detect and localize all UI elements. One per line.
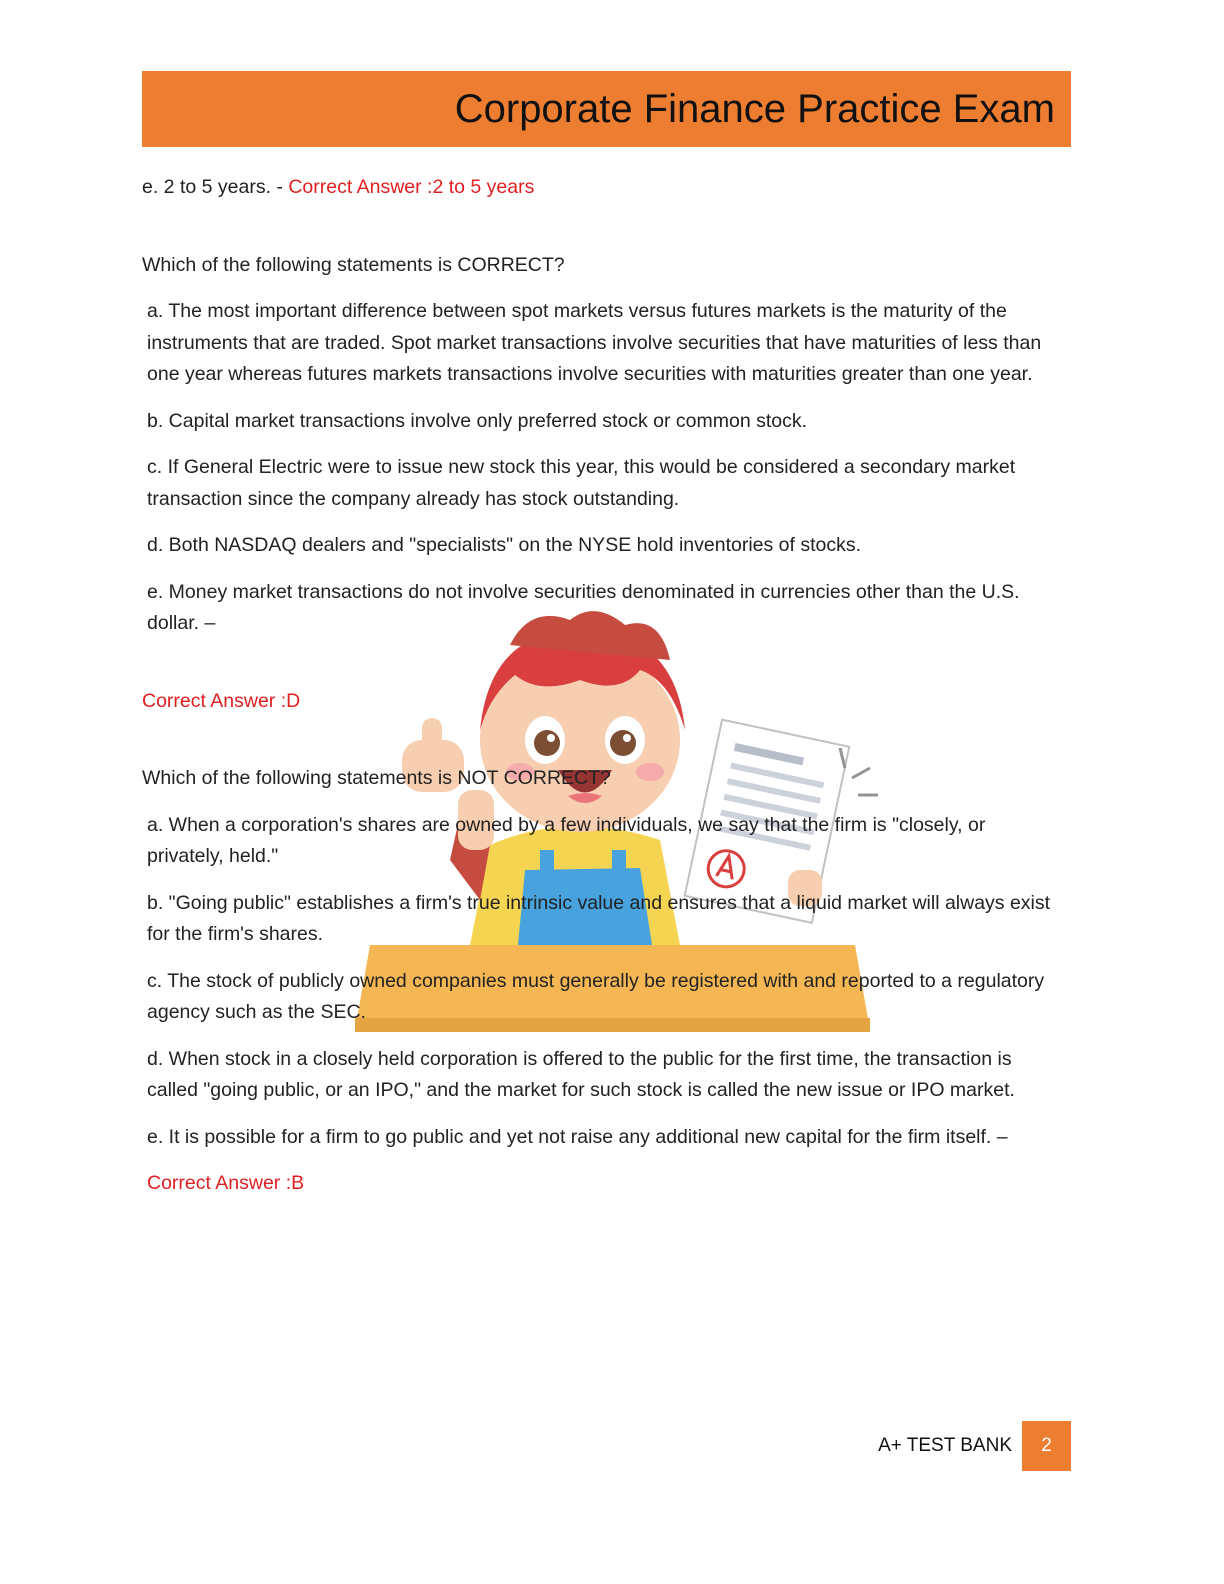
previous-answer-line <box>142 172 1062 204</box>
question-2-text: Which of the following statements is NOT CORRECT? <box>142 767 611 789</box>
question-2-option-a: a. When a corporation's shares are owned by a few individuals, we say that the firm is "closely, or privately, held." <box>147 813 986 867</box>
question-1-option-e: e. Money market transactions do not involve securities denominated in currencies other than the U.S. dollar. – <box>147 580 1020 634</box>
question-1-text: Which of the following statements is CORRECT? <box>142 253 565 276</box>
previous-option-text: e. 2 to 5 years. - <box>142 176 289 198</box>
document-body <box>142 172 1062 1215</box>
question-1-option-b: b. Capital market transactions involve only preferred stock or common stock. <box>147 409 808 432</box>
question-2-option-e: e. It is possible for a firm to go public and yet not raise any additional new capital for the firm itself. – <box>147 1125 1008 1148</box>
footer-label: A+ TEST BANK <box>878 1435 1012 1456</box>
question-2-option-b: b. "Going public" establishes a firm's true intrinsic value and ensures that a liquid market will always exist for the firm's shares. <box>147 891 1051 945</box>
previous-correct-answer: Correct Answer :2 to 5 years <box>288 176 535 198</box>
question-1-option-c: c. If General Electric were to issue new stock this year, this would be considered a secondary market transaction since the company already has stock outstanding. <box>147 456 1016 510</box>
question-1-correct-answer: Correct Answer :D <box>142 689 301 712</box>
question-2-option-d: d. When stock in a closely held corporation is offered to the public for the first time, the transaction is called "going public, or an IPO," and the market for such stock is called the new issue or IPO market. <box>147 1047 1015 1101</box>
question-2-correct-answer: Correct Answer :B <box>147 1172 305 1194</box>
question-1-option-d: d. Both NASDAQ dealers and "specialists" on the NYSE hold inventories of stocks. <box>147 534 862 556</box>
question-1-option-a: a. The most important difference between spot markets versus futures markets is the maturity of the instruments that are traded. Spot market transactions involve securities that have maturities of less than one year whereas futures markets transactions involve securities with maturities greater than one year. <box>147 300 1042 385</box>
page-number: 2 <box>1022 1421 1071 1471</box>
header-bar <box>142 71 1071 147</box>
page-title: Corporate Finance Practice Exam <box>454 87 1055 131</box>
question-2-option-c: c. The stock of publicly owned companies must generally be registered with and reported to a regulatory agency such as the SEC. <box>147 969 1045 1023</box>
